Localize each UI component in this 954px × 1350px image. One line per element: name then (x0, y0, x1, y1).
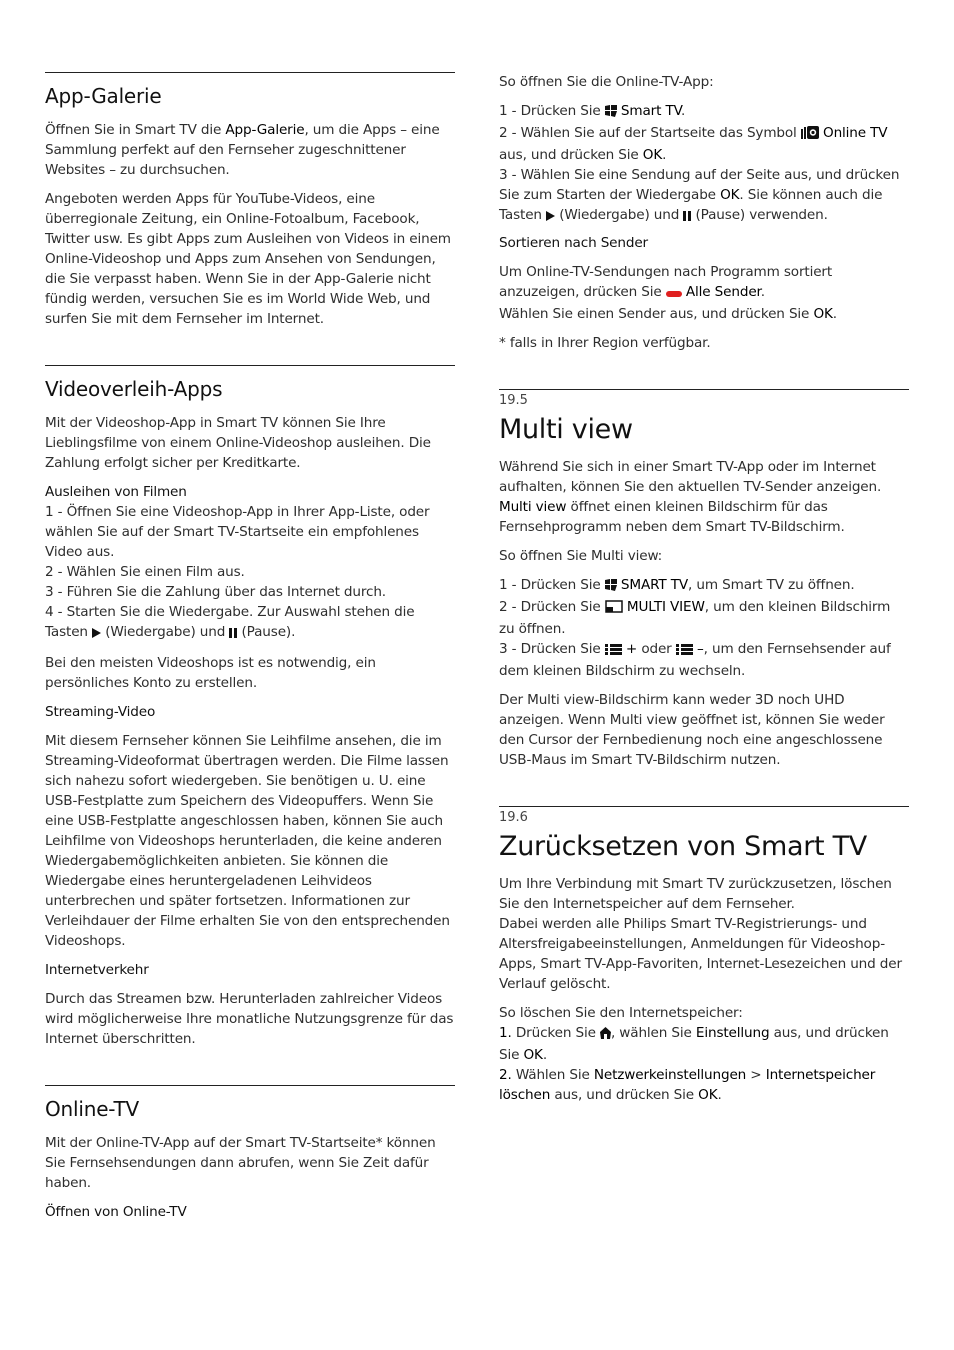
section-title-app-galerie: App-Galerie (45, 84, 162, 108)
online-tv-intro: So öffnen Sie die Online-TV-App: (499, 74, 714, 90)
step-4: 4 - Starten Sie die Wiedergabe. Zur Auswahl stehen die Tasten (Wiedergabe) und (Pause). (45, 602, 455, 644)
reset-step-2: 2. Wählen Sie Netzwerkeinstellungen > Internetspeicher löschen aus, und drücken Sie OK. (499, 1067, 876, 1103)
home-icon (600, 1025, 611, 1045)
play-icon (92, 624, 101, 644)
reset-paragraph-1: Um Ihre Verbindung mit Smart TV zurückzusetzen, löschen Sie den Internetspeicher auf dem Fernseher. (499, 876, 892, 912)
sortieren-paragraph: Um Online-TV-Sendungen nach Programm sortiert anzuzeigen, drücken Sie Alle Sender. (499, 262, 909, 304)
channel-list-icon (676, 641, 693, 661)
reset-paragraph-3: So löschen Sie den Internetspeicher: (499, 1005, 743, 1021)
section-divider (499, 389, 909, 390)
online-tv-step-3: 3 - Wählen Sie eine Sendung auf der Seite aus, und drücken Sie zum Starten der Wiedergabe OK. Sie können auch die Tasten (Wiedergabe) und (Pause) verwenden. (499, 165, 909, 227)
videoverleih-paragraph-4: Durch das Streamen bzw. Herunterladen zahlreicher Videos wird möglicherweise Ihre monatliche Nutzungsgrenze für das Internet überschritten. (45, 991, 454, 1047)
online-tv-icon (801, 125, 819, 145)
app-galerie-paragraph-1: Öffnen Sie in Smart TV die App-Galerie, um die Apps – eine Sammlung perfekt auf den Fernseher zugeschnittener Websites – zu durchsuchen. (45, 122, 440, 178)
smart-tv-icon (605, 103, 617, 123)
subheading-streaming: Streaming-Video (45, 704, 156, 720)
section-divider (45, 365, 455, 366)
left-column (45, 0, 455, 1222)
online-tv-step-1: 1 - Drücken Sie Smart TV. (499, 101, 909, 123)
section-title-zuruecksetzen: Zurücksetzen von Smart TV (499, 831, 867, 862)
step-2: 2 - Wählen Sie einen Film aus. (45, 564, 245, 580)
step-3: 3 - Führen Sie die Zahlung über das Internet durch. (45, 584, 386, 600)
subheading-internetverkehr: Internetverkehr (45, 962, 149, 978)
multi-view-paragraph-1: Während Sie sich in einer Smart TV-App oder im Internet aufhalten, können Sie den aktuellen TV-Sender anzeigen. Multi view öffnet einen kleinen Bildschirm für das Fernsehprogramm neben dem Smart TV-Bildschirm. (499, 459, 882, 535)
red-button-icon (666, 284, 682, 304)
app-galerie-label: App-Galerie (225, 122, 305, 138)
multi-view-step-3: 3 - Drücken Sie + oder –, um den Fernsehsender auf dem kleinen Bildschirm zu wechseln. (499, 641, 891, 679)
app-galerie-paragraph-2: Angeboten werden Apps für YouTube-Videos, eine überregionale Zeitung, ein Online-Fotoalbum, Facebook, Twitter usw. Es gibt Apps zum Ausleihen von Videos in einem Online-Videoshop und Apps zum Ansehen von Sendungen, die Sie verpasst haben. Wenn Sie in der App-Galerie nicht fündig werden, versuchen Sie es im World Wide Web, und surfen Sie mit dem Fernseher im Internet. (45, 191, 451, 327)
section-number: 19.5 (499, 393, 528, 408)
multi-view-step-2: 2 - Drücken Sie MULTI VIEW, um den kleinen Bildschirm zu öffnen. (499, 599, 891, 637)
online-tv-step-2: 2 - Wählen Sie auf der Startseite das Symbol Online TV aus, und drücken Sie OK. (499, 125, 888, 163)
multi-view-icon (605, 599, 623, 619)
section-divider (499, 806, 909, 807)
footnote: * falls in Ihrer Region verfügbar. (499, 335, 711, 351)
section-title-multi-view: Multi view (499, 414, 633, 445)
subheading-sortieren: Sortieren nach Sender (499, 235, 648, 251)
reset-step-1: 1. Drücken Sie , wählen Sie Einstellung aus, und drücken Sie OK. (499, 1025, 889, 1063)
videoverleih-paragraph-1: Mit der Videoshop-App in Smart TV können Sie Ihre Lieblingsfilme von einem Online-Videoshop ausleihen. Die Zahlung erfolgt sicher per Kreditkarte. (45, 415, 431, 471)
channel-list-icon (605, 641, 622, 661)
section-divider (45, 72, 455, 73)
section-number: 19.6 (499, 810, 528, 825)
videoverleih-paragraph-3: Mit diesem Fernseher können Sie Leihfilme ansehen, die im Streaming-Videoformat übertragen werden. Die Filme lassen sich nahezu sofort wiedergeben. Sie benötigen u. U. eine USB-Festplatte zum Speichern des Videopuffers. Wenn Sie eine USB-Festplatte angeschlossen haben, können Sie auch Leihfilme von Videoshops herunterladen, die keine anderen Wiedergabemöglichkeiten anbieten. Sie können die Wiedergabe eines heruntergeladenen Leihvideos unterbrechen und später fortsetzen. Informationen zur Verleihdauer der Filme erhalten Sie von den entsprechenden Videoshops. (45, 733, 450, 949)
section-title-online-tv: Online-TV (45, 1097, 139, 1121)
multi-view-paragraph-2: So öffnen Sie Multi view: (499, 548, 663, 564)
right-column (499, 0, 909, 1105)
subheading-oeffnen-online-tv: Öffnen von Online-TV (45, 1204, 187, 1220)
online-tv-paragraph-1: Mit der Online-TV-App auf der Smart TV-Startseite* können Sie Fernsehsendungen dann abrufen, wenn Sie Zeit dafür haben. (45, 1135, 436, 1191)
sortieren-paragraph-2: Wählen Sie einen Sender aus, und drücken Sie OK. (499, 306, 837, 322)
play-icon (546, 207, 555, 227)
step-1: 1 - Öffnen Sie eine Videoshop-App in Ihrer App-Liste, oder wählen Sie auf der Smart TV-Startseite ein empfohlenes Video aus. (45, 504, 430, 560)
smart-tv-icon (605, 577, 617, 597)
videoverleih-paragraph-2: Bei den meisten Videoshops ist es notwendig, ein persönliches Konto zu erstellen. (45, 655, 376, 691)
section-divider (45, 1085, 455, 1086)
subheading-ausleihen: Ausleihen von Filmen (45, 484, 187, 500)
section-title-videoverleih: Videoverleih-Apps (45, 377, 223, 401)
reset-paragraph-2: Dabei werden alle Philips Smart TV-Registrierungs- und Altersfreigabeeinstellungen, Anmeldungen für Videoshop-Apps, Smart TV-App-Favoriten, Internet-Lesezeichen und der Verlauf gelöscht. (499, 916, 902, 992)
multi-view-step-1: 1 - Drücken Sie SMART TV, um Smart TV zu öffnen. (499, 575, 909, 597)
multi-view-paragraph-3: Der Multi view-Bildschirm kann weder 3D noch UHD anzeigen. Wenn Multi view geöffnet ist, können Sie weder den Cursor der Fernbedienung noch eine angeschlossene USB-Maus im Smart TV-Bildschirm nutzen. (499, 692, 885, 768)
